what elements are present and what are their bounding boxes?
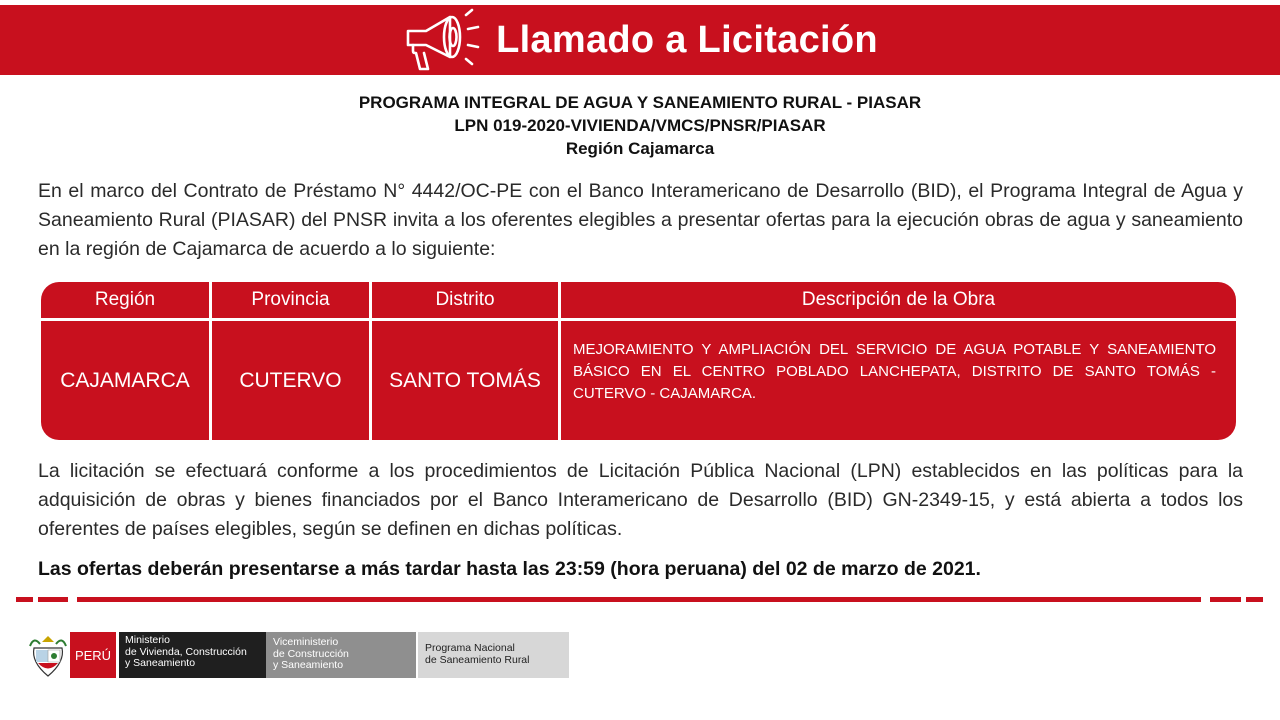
divider-segment [38,597,68,602]
viceministry-line: y Saneamiento [273,659,344,671]
viceministry-line: de Construcción [273,647,349,660]
table-cell-description: MEJORAMIENTO Y AMPLIACIÓN DEL SERVICIO DE AGUA POTABLE Y SANEAMIENTO BÁSICO EN EL CENTRO POBLADO LANCHEPATA, DISTRITO DE SANTO TOMÁS - CUTERVO - CAJAMARCA. [561,321,1236,440]
viceministry-line: Viceministerio [273,636,339,648]
divider-segment [1210,597,1241,602]
table-header-description: Descripción de la Obra [561,282,1236,318]
program-line: Programa Nacional [425,642,515,654]
header-content [402,7,878,73]
table-cell-region: CAJAMARCA [41,321,209,440]
region-name: Región Cajamarca [565,139,715,158]
program-line: de Saneamiento Rural [425,653,530,666]
program-label [418,632,569,678]
divider-segment [1246,597,1263,602]
program-name: PROGRAMA INTEGRAL DE AGUA Y SANEAMIENTO RURAL - PIASAR [358,93,922,112]
deadline-notice: Las ofertas deberán presentarse a más tardar hasta las 23:59 (hora peruana) del 02 de marzo de 2021. [38,558,981,580]
table-cell-district: SANTO TOMÁS [372,321,558,440]
table-header-province: Provincia [212,282,369,318]
intro-paragraph: En el marco del Contrato de Préstamo N° 4442/OC-PE con el Banco Interamericano de Desarrollo (BID), el Programa Integral de Agua y Saneamiento Rural (PIASAR) del PNSR invita a los oferentes elegibles a presentar ofertas para la ejecución obras de agua y saneamiento en la región de Cajamarca de acuerdo a lo siguiente: [38,180,1243,260]
divider-line [77,597,1201,602]
divider-segment [16,597,33,602]
megaphone-icon [402,7,486,73]
procedure-paragraph: La licitación se efectuará conforme a los procedimientos de Licitación Pública Nacional (LPN) establecidos en las políticas para la adquisición de obras y bienes financiados por el Banco Interamericano de Desarrollo (BID) GN-2349-15, y está abierta a todos los oferentes de países elegibles, según se definen en dichas políticas. [38,460,1243,540]
tender-code: LPN 019-2020-VIVIENDA/VMCS/PNSR/PIASAR [454,116,826,135]
page-title: Llamado a Licitación [496,18,878,61]
ministry-line: Ministerio [125,634,170,646]
coat-of-arms-icon [28,632,68,678]
footer-logos [28,632,530,678]
ministry-line: y Saneamiento [125,657,196,669]
table-header-region: Región [41,282,209,318]
tender-heading [0,91,1280,160]
ministry-line: de Vivienda, Construcción [125,645,247,658]
viceministry-label [266,632,416,678]
table-header-district: Distrito [372,282,558,318]
table-cell-province: CUTERVO [212,321,369,440]
peru-label: PERÚ [70,632,116,678]
header-banner [0,5,1280,75]
